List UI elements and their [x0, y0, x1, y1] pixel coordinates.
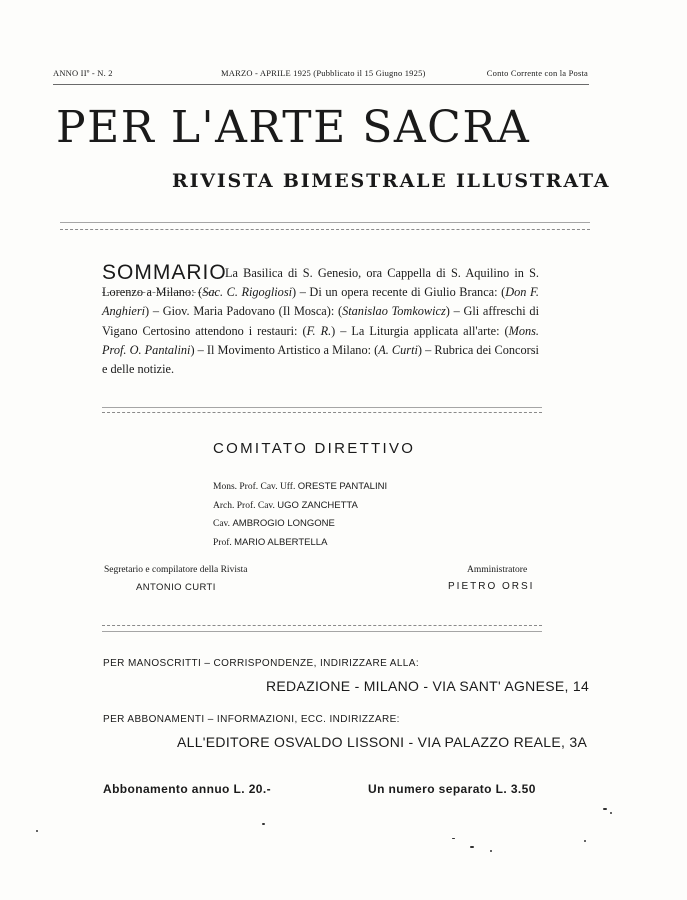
comitato-heading: COMITATO DIRETTIVO: [213, 440, 416, 457]
sommario-author: Stanislao Tomkowicz: [342, 304, 446, 319]
journal-subtitle: RIVISTA BIMESTRALE ILLUSTRATA: [172, 170, 611, 192]
comitato-member: [213, 515, 387, 534]
member-title: Mons. Prof. Cav. Uff.: [213, 482, 298, 492]
issue-date: MARZO - APRILE 1925 (Pubblicato il 15 Giugno 1925): [221, 68, 426, 78]
manuscripts-label: PER MANOSCRITTI – CORRISPONDENZE, INDIRIZZARE ALLA:: [103, 658, 420, 669]
sommario-entry: ) – Gli affreschi di Vigano Certosino attendono i restauri: (: [102, 304, 539, 338]
sommario-author: Don F. Anghieri: [102, 285, 539, 319]
header-rule: [53, 84, 589, 85]
secretary-name: ANTONIO CURTI: [136, 582, 216, 593]
sommario-entry: ) – Il Movimento Artistico a Milano: (: [190, 342, 379, 357]
sommario-author: Sac. C. Rigogliosi: [202, 285, 293, 300]
sommario-entry: La Basilica di S. Genesio, ora Cappella di S. Aquilino in S. Lorenzo a Milano: (: [102, 266, 539, 300]
member-name: ORESTE PANTALINI: [297, 481, 388, 492]
sommario-text: [102, 261, 539, 379]
comitato-member: [213, 478, 387, 497]
sommario-entry: ) – Giov. Maria Padovano (Il Mosca): (: [145, 304, 343, 319]
sommario-author: A. Curti: [378, 342, 418, 357]
sommario-entry: ) – La Liturgia applicata all'arte: (: [331, 323, 509, 338]
sommario-rule-bottom: [102, 412, 542, 413]
sommario-author: F. R.: [306, 323, 332, 338]
sommario-rule-top: [102, 407, 542, 408]
sommario-heading: SOMMARIO: [102, 261, 227, 284]
secretary-role: Segretario e compilatore della Rivista: [104, 565, 248, 575]
journal-title: PER L'ARTE SACRA: [56, 102, 531, 153]
redazione-address: REDAZIONE - MILANO - VIA SANT' AGNESE, 14: [266, 678, 590, 694]
masthead-rule-bottom: [60, 229, 590, 230]
administrator-role: Amministratore: [467, 565, 528, 575]
member-title: Arch. Prof. Cav.: [213, 500, 278, 511]
single-issue-price: Un numero separato L. 3.50: [368, 782, 536, 796]
member-name: UGO ZANCHETTA: [277, 499, 358, 511]
sommario-author: Mons. Prof. O. Pantalini: [102, 323, 539, 357]
administrator-name: PIETRO ORSI: [448, 581, 535, 592]
masthead-rule-top: [60, 222, 590, 223]
annual-subscription-price: Abbonamento annuo L. 20.-: [103, 782, 271, 796]
staff-rule-bottom: [102, 631, 542, 632]
postal-account-note: Conto Corrente con la Posta: [486, 68, 588, 78]
member-title: Cav.: [213, 519, 233, 529]
staff-rule-top: [102, 625, 542, 626]
comitato-members: [213, 478, 387, 552]
comitato-member: [213, 497, 387, 516]
member-name: MARIO ALBERTELLA: [234, 536, 328, 548]
subscriptions-label: PER ABBONAMENTI – INFORMAZIONI, ECC. INDIRIZZARE:: [103, 714, 400, 725]
member-title: Prof.: [213, 537, 235, 548]
member-name: AMBROGIO LONGONE: [232, 518, 335, 529]
editor-address: ALL'EDITORE OSVALDO LISSONI - VIA PALAZZO REALE, 3A: [177, 734, 588, 750]
comitato-member: [213, 534, 387, 553]
issue-number: ANNO IIº - N. 2: [53, 68, 113, 78]
sommario-entry: ) – Di un opera recente di Giulio Branca: (: [292, 285, 506, 300]
sommario-entry: ) – Rubrica dei Concorsi e delle notizie.: [102, 342, 539, 377]
